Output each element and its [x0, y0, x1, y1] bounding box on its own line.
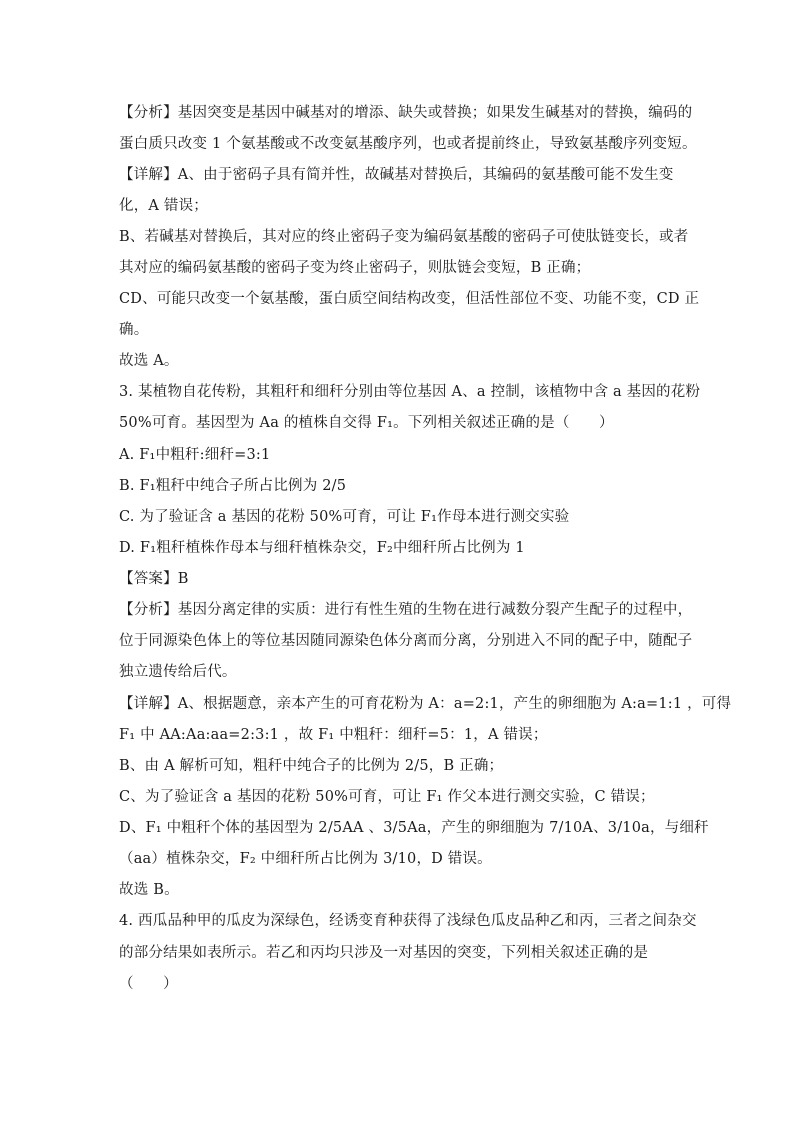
analysis-2-line-3: 独立遗传给后代。	[119, 664, 237, 680]
analysis-2-line-2: 位于同源染色体上的等位基因随同源染色体分离而分离，分别进入不同的配子中，随配子	[119, 633, 693, 649]
answer-line: 【答案】B	[119, 571, 189, 587]
detail-2-line-4: C、为了验证含 a 基因的花粉 50%可育，可让 F₁ 作父本进行测交实验，C 错误；	[119, 789, 655, 805]
question-4-line-3: （ ）	[119, 976, 178, 992]
option-b: B. F₁粗秆中纯合子所占比例为 2/5	[119, 478, 347, 494]
detail-2-line-6: （aa）植株杂交，F₂ 中细秆所占比例为 3/10，D 错误。	[119, 851, 492, 867]
detail-line-3: B、若碱基对替换后，其对应的终止密码子变为编码氨基酸的密码子可使肽链变长，或者	[119, 229, 689, 245]
question-4-line-1: 4. 西瓜品种甲的瓜皮为深绿色，经诱变育种获得了浅绿色瓜皮品种乙和丙，三者之间杂交	[119, 913, 697, 929]
detail-line-2: 化，A 错误；	[119, 198, 208, 214]
question-3-line-2: 50%可育。基因型为 Aa 的植株自交得 F₁。下列相关叙述正确的是（ ）	[119, 415, 614, 431]
analysis-line-2: 蛋白质只改变 1 个氨基酸或不改变氨基酸序列，也或者提前终止，导致氨基酸序列变短。	[119, 136, 697, 152]
detail-line-4: 其对应的编码氨基酸的密码子变为终止密码子，则肽链会变短，B 正确；	[119, 260, 591, 276]
option-c: C. 为了验证含 a 基因的花粉 50%可育，可让 F₁作母本进行测交实验	[119, 509, 570, 525]
detail-line-6: 确。	[119, 322, 149, 338]
option-d: D. F₁粗秆植株作母本与细秆植株杂交，F₂中细秆所占比例为 1	[119, 540, 525, 556]
detail-2-line-1: 【详解】A、根据题意，亲本产生的可育花粉为 A：a=2:1，产生的卵细胞为 A:a=1:1 ，可得	[119, 696, 732, 712]
analysis-2-line-1: 【分析】基因分离定律的实质：进行有性生殖的生物在进行减数分裂产生配子的过程中，	[119, 602, 693, 618]
conclusion-2-line: 故选 B。	[119, 882, 179, 898]
analysis-line-1: 【分析】基因突变是基因中碱基对的增添、缺失或替换；如果发生碱基对的替换，编码的	[119, 105, 693, 121]
option-a: A. F₁中粗秆:细秆=3:1	[119, 447, 271, 463]
detail-line-5: CD、可能只改变一个氨基酸，蛋白质空间结构改变，但活性部位不变、功能不变，CD 正	[119, 291, 700, 307]
detail-line-1: 【详解】A、由于密码子具有简并性，故碱基对替换后，其编码的氨基酸可能不发生变	[119, 167, 674, 183]
detail-2-line-3: B、由 A 解析可知，粗秆中纯合子的比例为 2/5，B 正确；	[119, 758, 504, 774]
question-3-line-1: 3. 某植物自花传粉，其粗秆和细秆分别由等位基因 A、a 控制，该植物中含 a 基因的花粉	[119, 384, 701, 400]
detail-2-line-2: F₁ 中 AA:Aa:aa=2:3:1 ，故 F₁ 中粗秆：细秆=5：1，A 错误；	[119, 727, 548, 743]
conclusion-line: 故选 A。	[119, 353, 179, 369]
question-4-line-2: 的部分结果如表所示。若乙和丙均只涉及一对基因的突变，下列相关叙述正确的是	[119, 945, 649, 961]
detail-2-line-5: D、F₁ 中粗秆个体的基因型为 2/5AA 、3/5Aa，产生的卵细胞为 7/10A、3/10a，与细秆	[119, 820, 709, 836]
